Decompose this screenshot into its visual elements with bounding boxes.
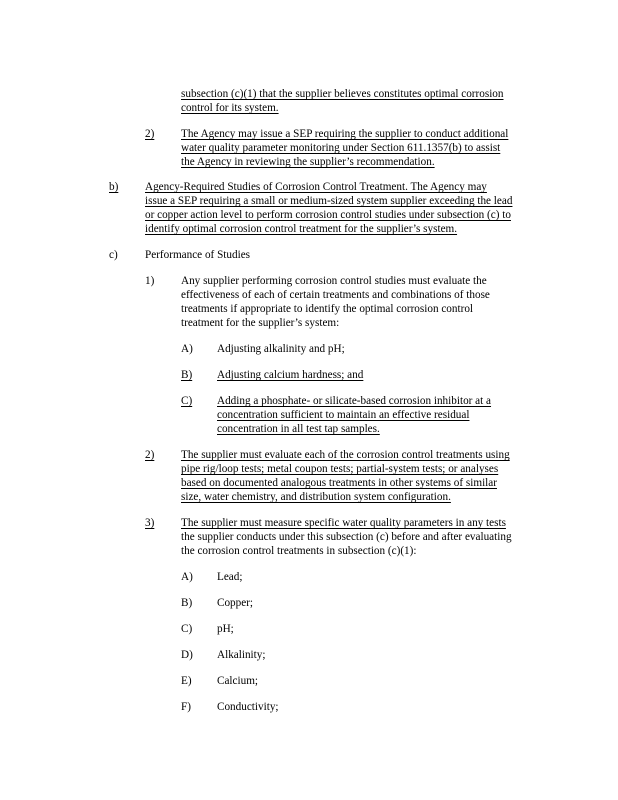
sub-item-text: concentration sufficient to maintain an effective residual (217, 409, 470, 421)
item-a2-line: the Agency in reviewing the supplier’s recommendation. (181, 156, 435, 168)
parameter-label: C) (181, 623, 193, 635)
sub-item-label: B) (181, 369, 193, 381)
section-c-title: Performance of Studies (145, 249, 251, 261)
section-b-label: b) (109, 181, 119, 193)
section-b-line: or copper action level to perform corrosion control studies under subsection (c) to (145, 209, 511, 221)
sub-item-text: concentration in all test tap samples. (217, 423, 380, 435)
parameter-label: B) (181, 597, 193, 609)
item-c2-line: pipe rig/loop tests; metal coupon tests; partial-system tests; or analyses (181, 463, 499, 475)
item-c2-line: The supplier must evaluate each of the corrosion control treatments using (181, 449, 510, 461)
parameter-text: Conductivity; (217, 701, 279, 713)
item-c3-line: the corrosion control treatments in subsection (c)(1): (181, 545, 417, 557)
item-c3-line: the supplier conducts under this subsection (c) before and after evaluating (181, 531, 512, 543)
item-c1-line: treatments if appropriate to identify the optimal corrosion control (181, 303, 474, 315)
item-c3-line: The supplier must measure specific water quality parameters in any tests (181, 517, 506, 529)
sub-item-text: Adjusting calcium hardness; and (217, 369, 364, 381)
item-c2-label: 2) (145, 449, 155, 461)
item-c3-label: 3) (145, 517, 155, 529)
continuation-line: control for its system. (181, 102, 279, 114)
item-c1-label: 1) (145, 275, 155, 287)
section-b-line: Agency-Required Studies of Corrosion Control Treatment. The Agency may (145, 181, 487, 193)
parameter-text: Lead; (217, 571, 243, 583)
sub-item-text: Adjusting alkalinity and pH; (217, 343, 345, 355)
parameter-label: D) (181, 649, 193, 661)
sub-item-text: Adding a phosphate- or silicate-based corrosion inhibitor at a (217, 395, 492, 407)
parameter-text: Alkalinity; (217, 649, 266, 661)
section-b-line: issue a SEP requiring a small or medium-sized system supplier exceeding the lead (145, 195, 513, 207)
parameter-label: A) (181, 571, 193, 583)
parameter-text: pH; (217, 623, 234, 635)
item-a2-line: water quality parameter monitoring under Section 611.1357(b) to assist (181, 142, 501, 154)
item-c1-line: Any supplier performing corrosion control studies must evaluate the (181, 275, 487, 287)
section-b-line: identify optimal corrosion control treatment for the supplier’s system. (145, 223, 458, 235)
sub-item-label: A) (181, 343, 193, 355)
item-c2-line: size, water chemistry, and distribution system configuration. (181, 491, 451, 503)
item-c1-line: effectiveness of each of certain treatments and combinations of those (181, 289, 490, 301)
item-c1-line: treatment for the supplier’s system: (181, 317, 340, 329)
parameter-label: E) (181, 675, 192, 687)
item-c2-line: based on documented analogous treatments in other systems of similar (181, 477, 497, 489)
parameter-text: Calcium; (217, 675, 259, 687)
sub-item-label: C) (181, 395, 193, 407)
section-c-label: c) (109, 249, 118, 261)
parameter-label: F) (181, 701, 191, 713)
parameter-text: Copper; (217, 597, 254, 609)
item-a2-line: The Agency may issue a SEP requiring the supplier to conduct additional (181, 128, 509, 140)
continuation-line: subsection (c)(1) that the supplier believes constitutes optimal corrosion (181, 88, 504, 100)
item-a2-label: 2) (145, 128, 155, 140)
